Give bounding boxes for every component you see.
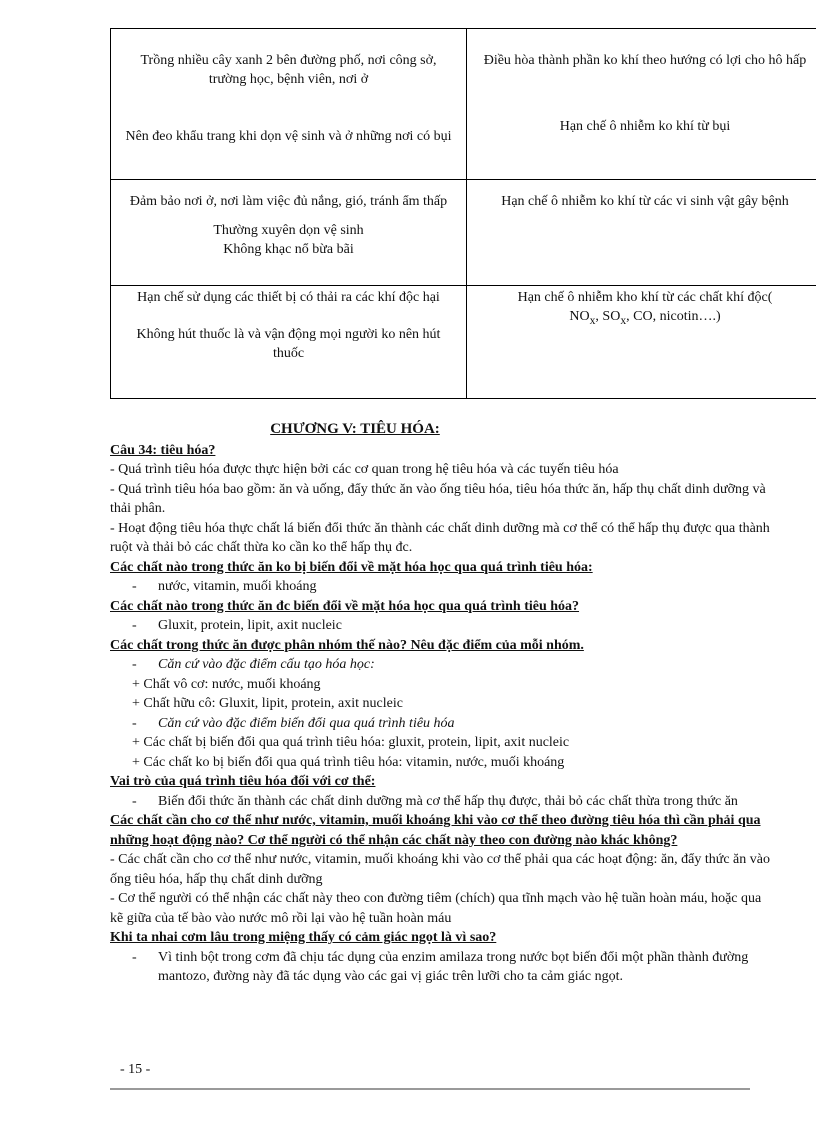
- paragraph: - Các chất cần cho cơ thể như nước, vitamin, muối khoáng khi vào cơ thể phải qua các hoạt động: ăn, đẩy thức ăn vào ống tiêu hóa, hấp thụ chất dinh dưỡng: [110, 852, 770, 887]
- document-body: [110, 420, 770, 987]
- table-row: [111, 180, 816, 286]
- cell-text: Điều hòa thành phần ko khí theo hướng có lợi cho hô hấp: [483, 53, 807, 68]
- list-item-text: Căn cứ vào đặc điểm cấu tạo hóa học:: [158, 657, 375, 672]
- dash-marker: -: [132, 618, 137, 633]
- cell-text: Hạn chế ô nhiễm ko khí từ bụi: [559, 119, 731, 134]
- cell-text: Trồng nhiều cây xanh 2 bên đường phố, nơi công sở, trường học, bệnh viên, nơi ở: [140, 53, 437, 87]
- cell-text: Không hút thuốc là và vận động mọi người ko nên hút thuốc: [136, 327, 441, 361]
- question-heading: Câu 34: tiêu hóa?: [110, 442, 216, 458]
- cell-text: Hạn chế ô nhiễm ko khí từ các vi sinh vật gây bệnh: [501, 194, 789, 209]
- cell-text: Nên đeo khẩu trang khi dọn vệ sinh và ở những nơi có bụi: [125, 129, 452, 144]
- list-item-text: Căn cứ vào đặc điểm biến đổi qua quá trình tiêu hóa: [158, 715, 455, 731]
- paragraph: - Cơ thể người có thể nhận các chất này theo con đường tiêm (chích) qua tĩnh mạch vào hệ tuần hoàn máu, hoặc qua kẽ giữa của tế bào vào nước mô rồi lại vào hệ tuần hoàn máu: [110, 891, 762, 926]
- table-cell: [111, 29, 467, 180]
- dash-marker: -: [132, 715, 137, 731]
- sub-item: + Các chất bị biến đổi qua quá trình tiêu hóa: gluxit, protein, lipit, axit nucleic: [132, 735, 570, 750]
- list-item: [110, 948, 770, 987]
- list-item: [110, 714, 770, 734]
- paragraph: - Hoạt động tiêu hóa thực chất lá biến đổi thức ăn thành các chất dinh dưỡng mà cơ thể có thể hấp thụ được qua thành ruột và thải bỏ các chất thừa ko cần ko thể hấp thụ đc.: [110, 520, 770, 555]
- dash-marker: -: [132, 793, 137, 809]
- question-heading: Các chất trong thức ăn được phân nhóm thế nào? Nêu đặc điểm của mỗi nhóm.: [110, 637, 584, 653]
- dash-marker: -: [132, 949, 137, 965]
- table-cell: [467, 180, 816, 286]
- table-cell: [111, 180, 467, 286]
- paragraph: - Quá trình tiêu hóa bao gồm: ăn và uống, đẩy thức ăn vào ống tiêu hóa, tiêu hóa thức ăn, hấp thụ chất dinh dưỡng và thải phân.: [110, 481, 766, 516]
- question-heading: Các chất nào trong thức ăn ko bị biến đổi về mặt hóa học qua quá trình tiêu hóa:: [110, 559, 593, 575]
- list-item-text: Vì tinh bột trong cơm đã chịu tác dụng của enzim amilaza trong nước bọt biến đổi một phần thành đường mantozo, đường này đã tác dụng vào các gai vị giác trên lưỡi cho ta cảm giác ngọt.: [158, 949, 749, 984]
- dash-marker: -: [132, 579, 137, 594]
- cell-text: Thường xuyên dọn vệ sinh: [213, 223, 364, 238]
- table-cell: [467, 286, 816, 399]
- table-row: [111, 286, 816, 399]
- list-item-text: Gluxit, protein, lipit, axit nucleic: [158, 618, 342, 633]
- list-item: [110, 655, 770, 675]
- list-item: [110, 616, 770, 636]
- sub-item: + Chất hữu cô: Gluxit, lipit, protein, axit nucleic: [132, 696, 403, 711]
- dash-marker: -: [132, 657, 137, 672]
- question-heading: Các chất cần cho cơ thể như nước, vitamin, muối khoáng khi vào cơ thể theo đường tiêu hóa thì cần phải qua những hoạt động nào? Cơ thể người có thể nhận các chất này theo con đường nào khác không?: [110, 813, 761, 848]
- formula-so: , SO: [595, 309, 621, 324]
- page-number: - 15 -: [120, 1062, 151, 1077]
- cell-text-prefix: Hạn chế ô nhiễm kho khí từ các chất khí độc(: [517, 290, 773, 305]
- cell-text: Hạn chế sử dụng các thiết bị có thải ra các khí độc hại: [137, 290, 440, 305]
- question-heading: Vai trò của quá trình tiêu hóa đối với cơ thể:: [110, 774, 376, 789]
- sub-item: + Các chất ko bị biến đổi qua quá trình tiêu hóa: vitamin, nước, muối khoáng: [132, 754, 565, 770]
- list-item: [110, 792, 770, 812]
- list-item: [110, 577, 770, 597]
- cell-text: [481, 288, 809, 330]
- question-heading: Khi ta nhai cơm lâu trong miệng thấy có cảm giác ngọt là vì sao?: [110, 930, 497, 945]
- measures-table: [110, 28, 816, 399]
- paragraph: - Quá trình tiêu hóa được thực hiện bởi các cơ quan trong hệ tiêu hóa và các tuyến tiêu hóa: [110, 462, 619, 477]
- table-cell: [467, 29, 816, 180]
- chapter-title: CHƯƠNG V: TIÊU HÓA:: [270, 421, 440, 437]
- sub-item: + Chất vô cơ: nước, muối khoáng: [132, 676, 321, 692]
- formula-no: NO: [569, 309, 590, 324]
- footer-divider: [110, 1088, 750, 1090]
- formula-subscript: x: [620, 313, 627, 327]
- table-cell: [111, 286, 467, 399]
- cell-text: Đảm bảo nơi ở, nơi làm việc đủ nắng, gió, tránh ẩm thấp: [129, 194, 448, 209]
- list-item-text: nước, vitamin, muối khoáng: [158, 579, 317, 594]
- formula-subscript: x: [589, 313, 596, 327]
- question-heading: Các chất nào trong thức ăn đc biến đổi về mặt hóa học qua quá trình tiêu hóa?: [110, 598, 580, 614]
- table-row: [111, 29, 816, 180]
- cell-text: Không khạc nổ bừa bãi: [223, 242, 354, 257]
- formula-rest: , CO, nicotin….): [626, 309, 721, 324]
- list-item-text: Biến đổi thức ăn thành các chất dinh dưỡng mà cơ thể hấp thụ được, thải bỏ các chất thừa trong thức ăn: [158, 793, 738, 809]
